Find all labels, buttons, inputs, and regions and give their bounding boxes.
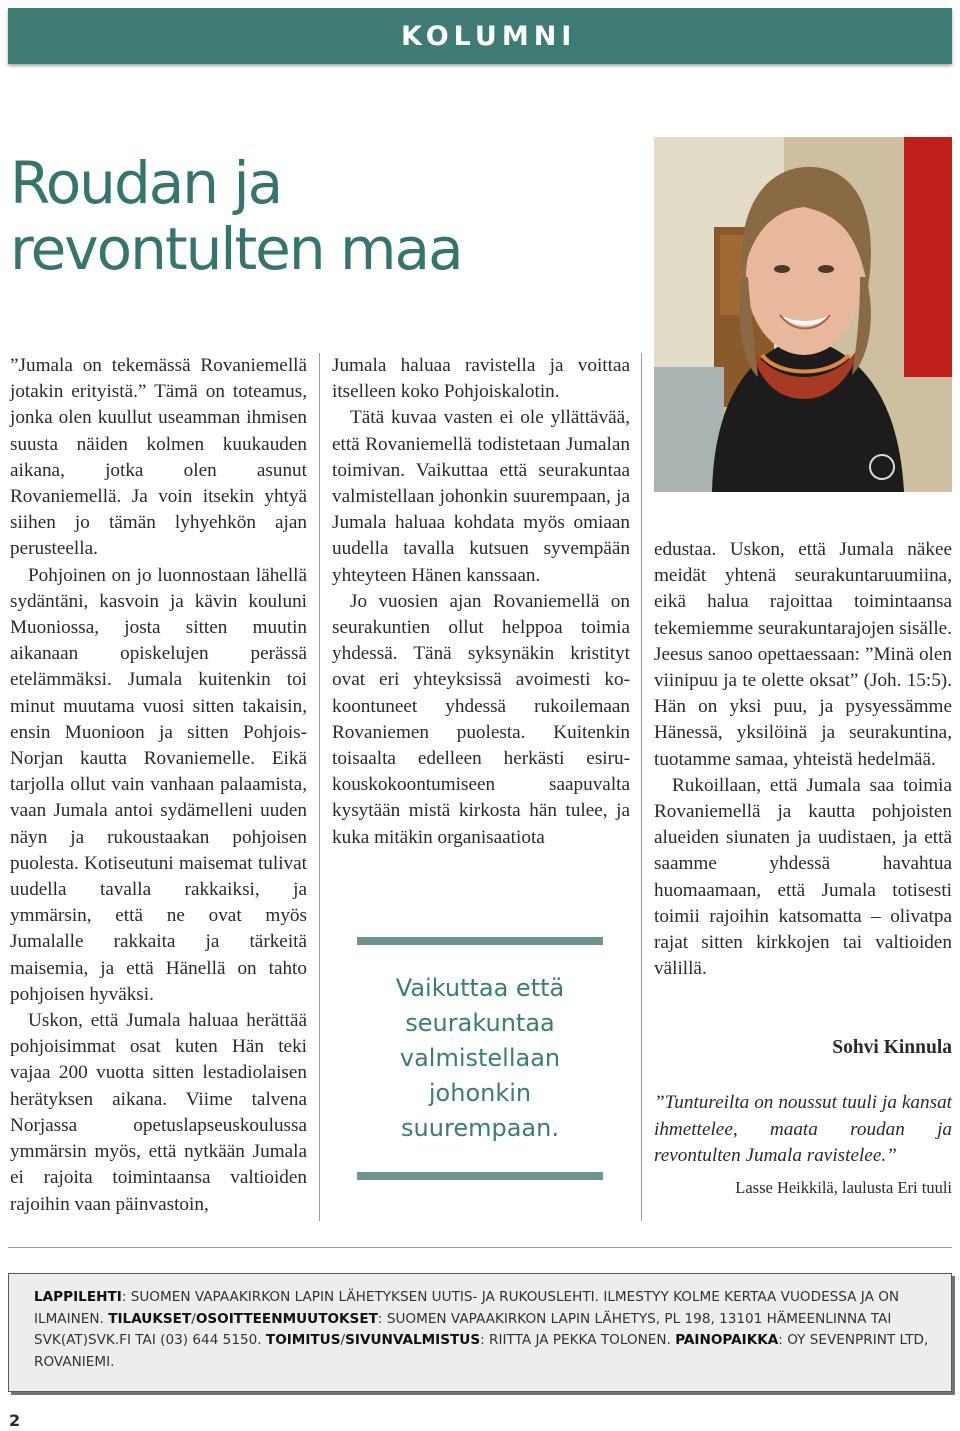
footer-divider [8, 1247, 952, 1248]
pull-quote-text: Vaikuttaa että seurakuntaa valmistellaan johonkin suurempaan. [395, 974, 565, 1142]
paragraph: Uskon, että Jumala haluaa herättää pohjoisimmat osat kuten Hän teki vajaa 200 vuotta sitten lestadiolaisen herätyksen aikana. Viime talvena Norjassa opetuslapseuskoulussa ymmärsin myös, että nytkään Jumala ei rajoita toimintaansa valtioiden rajoihin vaan päinvastoin, [10, 1010, 307, 1215]
poem-quote: ”Tuntureilta on noussut tuuli ja kansat ihmettelee, maata roudan ja revontulten Jumala ravistelee.” [654, 1092, 952, 1166]
page-number: 2 [9, 1411, 21, 1430]
info-label: LAPPILEHTI [34, 1289, 122, 1305]
paragraph: Jumala haluaa ravistella ja voittaa itselleen koko Pohjoiskalotin. [332, 355, 630, 403]
author-signature: Sohvi Kinnula [832, 1037, 952, 1058]
pull-quote-bottom-rule [357, 1172, 603, 1180]
info-label: TILAUKSET [108, 1310, 192, 1327]
info-separator: / [340, 1332, 346, 1348]
article-column-1 [10, 353, 307, 1218]
poem-credit: Lasse Heikkilä, laulusta Eri tuuli [735, 1178, 952, 1197]
info-text: : OY SEVENPRINT LTD, ROVANIEMI. [34, 1332, 929, 1370]
author-photo [654, 137, 952, 492]
paragraph: Pohjoinen on jo luonnostaan lähellä sydäntäni, kasvoin ja kävin kouluni Muoniossa, josta sitten muutin aikanaan opiskelujen perässä etelämmäksi. Jumala kuitenkin toi minut muutama vuosi sitten takaisin, ensin Muonioon ja sitten Pohjois-Norjan kautta Rovaniemelle. Eikä tarjolla ollut vain vanhaan palaamista, vaan Jumala antoi sydämelleni uuden näyn ja rukoustaakan pohjoisen puolesta. Kotiseutuni maisemat tulivat uudella tavalla rakkaiksi, ja ymmärsin, että ne ovat myös Jumalalle rakkaita ja tärkeitä maisemia, ja että Hänellä on tahto pohjoisen hyväksi. [10, 564, 307, 1005]
author-portrait-image [654, 137, 952, 492]
paragraph: edustaa. Uskon, että Jumala näkee meidät yhtenä seurakuntaruumiina, eikä halua rajoittaa toimintaansa tekemiemme seurakuntarajojen sisälle. Jeesus sanoo opettaessaan: ”Minä olen viinipuu ja te olette oksat” (Joh. 15:5). Hän on yksi puu, ja pysyessämme Hänessä, yksilöinä ja seurakuntina, tuotamme samaa, yhteistä hedelmää. [654, 539, 952, 770]
info-label: OSOITTEENMUUTOKSET [195, 1310, 378, 1327]
publication-info-text [34, 1287, 934, 1373]
pull-quote-top-rule [357, 937, 603, 945]
column-divider [319, 353, 320, 1221]
pull-quote [357, 937, 603, 1180]
publication-info-box [8, 1273, 952, 1392]
paragraph: Rukoillaan, että Jumala saa toimia Rovaniemellä ja kautta pohjoisten alueiden siunaten ja uudistaen, ja että saamme yhdessä havahtua huomaamaan, että Jumala totisesti toimii rajoihin katsomatta – olivatpa rajat sitten kirkkojen tai valtioiden välillä. [654, 774, 952, 980]
column-divider [641, 353, 642, 1221]
info-label: SIVUNVALMISTUS [345, 1332, 481, 1348]
info-text: : SUOMEN VAPAAKIRKON LAPIN LÄHETYS, PL 198, 13101 HÄMEENLINNA TAI SVK(AT)SVK.FI TAI (03) 644 5150. [34, 1310, 892, 1348]
paragraph: ”Jumala on tekemässä Rovaniemellä jotakin erityistä.” Tämä on toteamus, jonka olen kuullut useamman ihmisen suusta näiden kolmen kuukauden aikana, jotka olen asunut Rovaniemellä. Ja voin itsekin yhtyä siihen jo tämän lyhyehkön ajan perusteella. [10, 355, 307, 560]
info-label: PAINOPAIKKA [675, 1332, 779, 1348]
info-text: : SUOMEN VAPAAKIRKON LAPIN LÄHETYKSEN UUTIS- JA RUKOUSLEHTI. ILMESTYY KOLME KERTAA VUODESSA JA ON ILMAINEN. [34, 1289, 900, 1327]
headline-line-1: Roudan ja [10, 149, 282, 217]
article-column-3 [654, 537, 952, 982]
article-headline [10, 150, 630, 282]
info-text: : RIITTA JA PEKKA TOLONEN. [480, 1332, 676, 1348]
article-column-2 [332, 353, 630, 851]
paragraph: Jo vuosien ajan Rovaniemellä on seurakuntien ollut helppoa toimia yhdessä. Tänä syksynäkin kristityt ovat eri yhteyksissä avoimesti kokoontuneet yhdessä rukoilemaan Rovaniemen puolesta. Kuitenkin toisaalta edelleen herkästi esirukouskokoontumiseen saapuvalta kysytään mistä kirkosta hän tulee, ja kuka mitäkin organisaatiota [332, 590, 630, 848]
section-title: KOLUMNI [401, 21, 577, 52]
paragraph: Tätä kuvaa vasten ei ole yllättävää, että Rovaniemellä todistetaan Jumalan toimivan. Vaikuttaa että seurakuntaa valmistellaan johonkin suurempaan, ja Jumala haluaa kohdata myös omiaan uudella tavalla kutsuen syvempään yhteyteen Hänen kanssaan. [332, 407, 630, 586]
info-label: TOIMITUS [265, 1332, 341, 1348]
headline-line-2: revontulten maa [10, 215, 462, 283]
info-separator: / [191, 1310, 196, 1327]
section-banner [8, 8, 952, 64]
